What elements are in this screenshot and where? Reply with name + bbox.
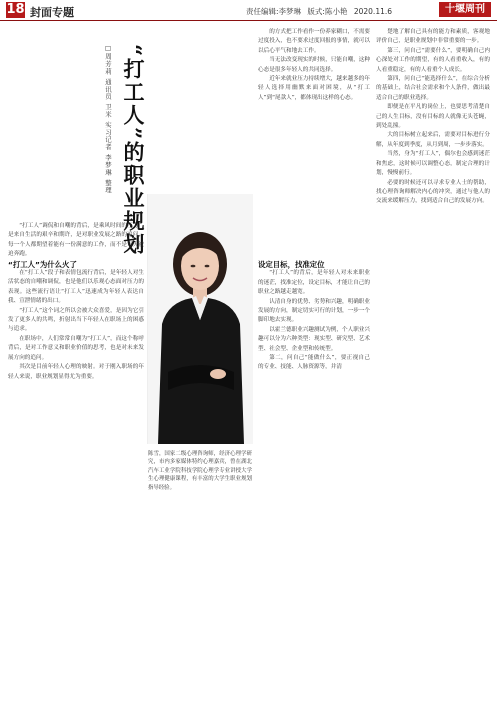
subheading: “打工人”为什么火了 xyxy=(8,259,77,269)
paragraph: “打工人”这个词之所以会被大众喜爱，是因为它引发了更多人的共鸣，折射出当下年轻人在职场上的困惑与追求。 xyxy=(8,307,144,333)
paragraph: 以霍兰德职业兴趣测试为例，个人职业兴趣可以分为六种类型：现实型、研究型、艺术型、社会型、企业型和传统型。 xyxy=(258,326,370,352)
credit-editor: 责任编辑:李梦琳 xyxy=(246,7,302,16)
portrait-illustration xyxy=(148,194,253,444)
paragraph: 在“打工人”段子和表情包流行背后，是年轻人对生活状态的自嘲和调侃，也是他们以乐观心态面对压力的表现。这些流行语让“打工人”迅速成为年轻人表达自我、宣泄情绪的出口。 xyxy=(8,270,144,305)
paragraph: 第四，问自己“能选择什么”，在综合分析的基础上，结合社会需求和个人条件，做出最适合自己的职业选择。 xyxy=(376,76,490,101)
paragraph: “打工人”的背后，是年轻人对未来职业的迷茫，找准定位，设定目标，才能让自己的职业之路越走越宽。 xyxy=(258,270,370,296)
column-2 xyxy=(258,28,370,256)
article-title: “打工人”的职业规划 xyxy=(121,44,146,257)
paragraph: 楚地了解自己具有的能力和素质，客观地评价自己，是职业规划中非常重要的一步。 xyxy=(376,29,490,45)
paragraph: 在职场中，人们常常自嘲为“打工人”，而这个称呼背后，是对工作意义和职业价值的思考，也是对未来发展方向的追问。 xyxy=(8,335,144,361)
subheading: 设定目标，找准定位 xyxy=(258,260,325,269)
brand-logo: 十堰周刊 xyxy=(439,2,491,17)
paragraph: “打工人”调侃和自嘲的背后，是乘风时间的压力，是来自生活的艰辛和期许，是对职业发展之路的追问。每一个人都期望着能有一份满意的工作，而不是每天被迫奔跑。 xyxy=(8,223,144,258)
paragraph: 其次是目前年轻人心理的映射。对于刚入职场的年轻人来说，职业规划显得尤为重要。 xyxy=(8,364,144,380)
article-byline: □周芳莉 通讯员 卫米 实习记者 李梦琳 整理 xyxy=(104,44,112,194)
photo-caption: 陈雪，国家二级心理咨询师，经济心理学研究，市内多家媒体特约心理嘉宾，曾在湖北汽车工业学院科技学院心理学专业讲授大学生心理健康课程，有丰富的大学生职业规划指导经验。 xyxy=(148,451,252,491)
paragraph: 即便是在平凡的岗位上，也要思考清楚自己的人生目标，没有目标的人就像无头苍蝇，到处乱撞。 xyxy=(376,104,490,130)
paragraph: 的方式把工作看作一份养家糊口，不需要过度投入，也不要求过度回报的事情，就可以以后心平气和地去工作。 xyxy=(258,29,370,54)
page-number: 18 xyxy=(6,2,25,17)
paragraph: 当无法改变现实的时候，只能自嘲，这种心态是很多年轻人的共同选择。 xyxy=(258,57,370,73)
column-2-lower xyxy=(258,260,370,697)
paragraph: 当然，身为“打工人”，偶尔也会感到迷茫和焦虑，这时候可以调整心态，制定合理的计划，慢慢前行。 xyxy=(376,151,490,177)
paragraph: 认清自身的优势、劣势和兴趣，明确职业发展的方向，制定切实可行的计划，一步一个脚印地去实现。 xyxy=(258,298,370,324)
paragraph: 近年来就业压力持续增大，越来越多的年轻人选择用幽默来面对困境，从“打工人”到“尾款人”，都体现出这样的心态。 xyxy=(258,76,370,101)
paragraph: 必要的时候还可以寻求专业人士的帮助，找心理咨询师解决内心的冲突，通过与他人的交流来缓解压力，找到适合自己的发展方向。 xyxy=(376,179,490,205)
paragraph: 第三，问自己“需要什么”，要明确自己内心深处对工作的期望，有的人看重收入，有的人看重稳定，有的人看重个人成长。 xyxy=(376,47,490,73)
paragraph: 大的目标树立起来后，需要对目标进行分解，从年度到季度，从月到周，一步步落实。 xyxy=(376,132,490,148)
credit-layout: 版式:陈小艳 xyxy=(307,7,348,16)
column-3 xyxy=(376,28,490,697)
section-title: 封面专题 xyxy=(30,6,74,19)
credit-date: 2020.11.6 xyxy=(353,7,393,16)
paragraph: 第二，问自己“能做什么”，要正视自己的专业、技能、人脉资源等，并清 xyxy=(258,355,370,371)
portrait-photo xyxy=(147,194,253,444)
page-header xyxy=(0,0,497,21)
credits xyxy=(246,6,396,17)
column-1 xyxy=(8,222,144,697)
